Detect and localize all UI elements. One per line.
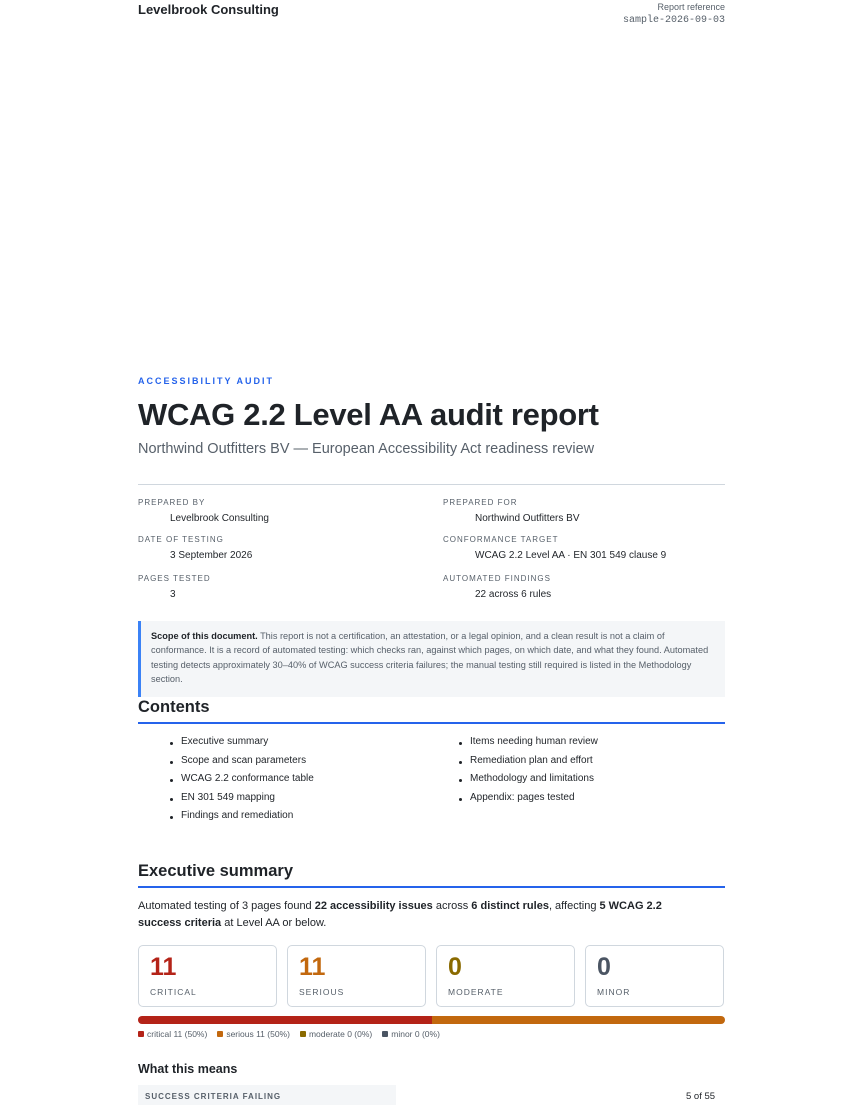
legend-swatch: [138, 1031, 144, 1037]
scope-text: This report is not a certification, an attestation, or a legal opinion, and a clean result is not a claim of conformance. It is a record of automated testing: which checks ran, against which pages, on which date, and what they found. Automated testing detects approximately 30–40% of WCAG success criteria failures; the manual testing still required is listed in the Methodology section.: [151, 631, 709, 685]
severity-bar-segment: [138, 1016, 432, 1024]
legend-swatch: [300, 1031, 306, 1037]
brand-name: Levelbrook Consulting: [138, 2, 279, 17]
meta-value: 3: [170, 589, 176, 600]
meta-label: PAGES TESTED: [138, 574, 211, 583]
severity-count: 11: [299, 953, 326, 981]
meta-label: PREPARED FOR: [443, 498, 518, 507]
severity-bar-segment: [432, 1016, 726, 1024]
legend-item: [217, 1029, 290, 1039]
divider: [138, 484, 725, 485]
meta-label: CONFORMANCE TARGET: [443, 535, 559, 544]
toc-item[interactable]: Findings and remediation: [170, 810, 314, 829]
toc-item[interactable]: Executive summary: [170, 736, 314, 755]
report-reference-label: Report reference: [657, 2, 725, 12]
severity-count: 0: [597, 953, 611, 981]
severity-label: MODERATE: [448, 987, 504, 997]
what-this-means-heading: What this means: [138, 1062, 238, 1076]
legend-label: serious 11 (50%): [226, 1029, 290, 1039]
legend-item: [382, 1029, 440, 1039]
toc-column-1: [138, 736, 314, 829]
toc-column-2: [427, 736, 598, 810]
meta-value: Northwind Outfitters BV: [475, 513, 580, 524]
legend-label: moderate 0 (0%): [308, 1029, 373, 1039]
toc-item[interactable]: Appendix: pages tested: [459, 792, 598, 811]
legend-label: critical 11 (50%): [147, 1029, 208, 1039]
severity-legend: [138, 1029, 450, 1039]
toc-item[interactable]: Scope and scan parameters: [170, 755, 314, 774]
severity-cards: [138, 945, 725, 1008]
legend-swatch: [217, 1031, 223, 1037]
meta-prepared-for: [443, 498, 733, 524]
severity-count: 11: [150, 953, 177, 981]
executive-summary-heading: Executive summary: [138, 862, 725, 888]
severity-card-minor: [585, 945, 724, 1007]
meta-prepared-by: [138, 498, 428, 524]
legend-item: [138, 1029, 207, 1039]
toc-item[interactable]: Methodology and limitations: [459, 773, 598, 792]
meta-value: 22 across 6 rules: [475, 589, 552, 600]
severity-distribution-bar: [138, 1016, 725, 1024]
criteria-failing-count: 5 of 55: [686, 1091, 716, 1102]
meta-label: PREPARED BY: [138, 498, 206, 507]
scope-callout: [138, 621, 725, 697]
severity-card-serious: [287, 945, 426, 1007]
meta-label: DATE OF TESTING: [138, 535, 224, 544]
summary-paragraph: Automated testing of 3 pages found 22 accessibility issues across 6 distinct rules, affecting 5 WCAG 2.2 success criteria at Level AA or below.: [138, 900, 662, 929]
scope-lead: Scope of this document.: [151, 631, 258, 641]
toc-item[interactable]: Items needing human review: [459, 736, 598, 755]
report-reference-value: sample-2026-09-03: [622, 15, 725, 26]
legend-swatch: [382, 1031, 388, 1037]
meta-conformance-target: [443, 535, 733, 561]
meta-label: AUTOMATED FINDINGS: [443, 574, 551, 583]
page-subtitle: Northwind Outfitters BV — European Accessibility Act readiness review: [138, 441, 595, 457]
severity-count: 0: [448, 953, 462, 981]
severity-card-moderate: [436, 945, 575, 1007]
meta-date-of-testing: [138, 535, 428, 561]
contents-heading: Contents: [138, 698, 725, 724]
meta-value: Levelbrook Consulting: [170, 513, 269, 524]
legend-label: minor 0 (0%): [391, 1029, 440, 1039]
meta-value: WCAG 2.2 Level AA · EN 301 549 clause 9: [475, 550, 667, 561]
criteria-failing-label: SUCCESS CRITERIA FAILING: [138, 1085, 396, 1105]
toc-item[interactable]: WCAG 2.2 conformance table: [170, 773, 314, 792]
report-header: [138, 0, 725, 40]
meta-value: 3 September 2026: [170, 550, 253, 561]
toc-item[interactable]: EN 301 549 mapping: [170, 792, 314, 811]
severity-label: CRITICAL: [150, 987, 197, 997]
meta-pages-tested: [138, 574, 428, 600]
severity-label: MINOR: [597, 987, 631, 997]
eyebrow-label: ACCESSIBILITY AUDIT: [138, 376, 275, 386]
toc-item[interactable]: Remediation plan and effort: [459, 755, 598, 774]
page-title: WCAG 2.2 Level AA audit report: [138, 397, 599, 432]
legend-item: [300, 1029, 372, 1039]
severity-label: SERIOUS: [299, 987, 345, 997]
severity-card-critical: [138, 945, 277, 1007]
meta-automated-findings: [443, 574, 733, 600]
